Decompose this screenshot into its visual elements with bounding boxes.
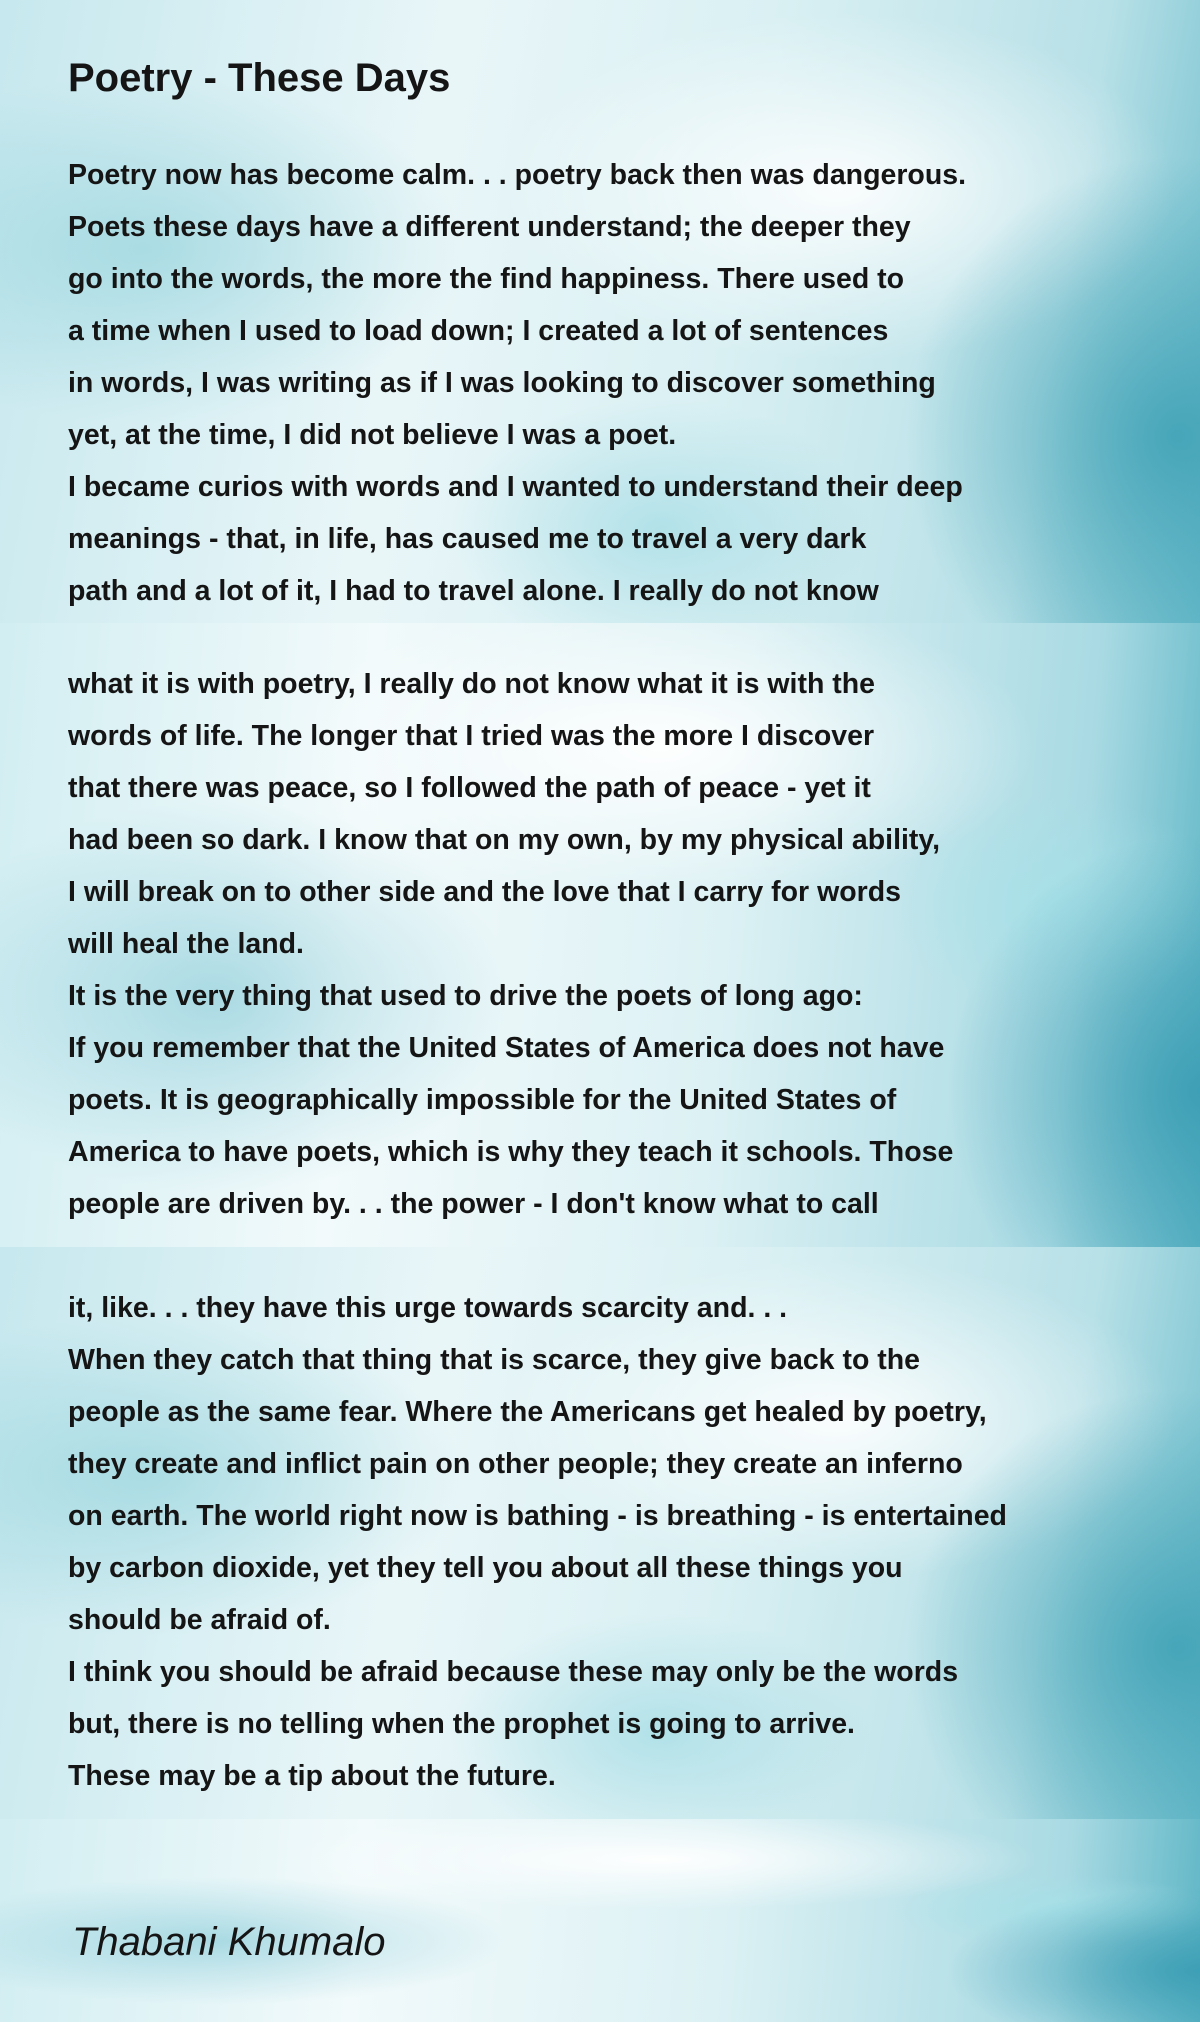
poem-line: people are driven by. . . the power - I don't know what to call bbox=[68, 1188, 879, 1220]
poem-line: on earth. The world right now is bathing - is breathing - is entertained bbox=[68, 1500, 1007, 1532]
poem-line: It is the very thing that used to drive the poets of long ago: bbox=[68, 980, 863, 1012]
poem-line: Poetry now has become calm. . . poetry back then was dangerous. bbox=[68, 159, 967, 191]
poem-line: should be afraid of. bbox=[68, 1604, 331, 1636]
poem-line: words of life. The longer that I tried was the more I discover bbox=[68, 720, 875, 752]
poem-title: Poetry - These Days bbox=[68, 56, 451, 100]
poem-line: it, like. . . they have this urge towards scarcity and. . . bbox=[68, 1292, 788, 1324]
poem-line: I think you should be afraid because these may only be the words bbox=[68, 1656, 959, 1688]
poem-line: will heal the land. bbox=[68, 928, 304, 960]
poem-line: they create and inflict pain on other people; they create an inferno bbox=[68, 1448, 963, 1480]
poem-stanza-3 bbox=[68, 1282, 1168, 1802]
poem-panel-3 bbox=[0, 1247, 1200, 1819]
poem-line: people as the same fear. Where the Americans get healed by poetry, bbox=[68, 1396, 987, 1428]
poem-line: what it is with poetry, I really do not know what it is with the bbox=[68, 668, 876, 700]
poem-line: yet, at the time, I did not believe I was a poet. bbox=[68, 419, 677, 451]
poem-author: Thabani Khumalo bbox=[72, 1920, 386, 1964]
poem-line: I became curios with words and I wanted to understand their deep bbox=[68, 471, 963, 503]
poem-stanza-2 bbox=[68, 658, 1168, 1230]
poem-line: Poets these days have a different understand; the deeper they bbox=[68, 211, 911, 243]
poem-line: If you remember that the United States of America does not have bbox=[68, 1032, 945, 1064]
poem-line: When they catch that thing that is scarce, they give back to the bbox=[68, 1344, 921, 1376]
poem-line: go into the words, the more the find happiness. There used to bbox=[68, 263, 905, 295]
poem-line: had been so dark. I know that on my own, by my physical ability, bbox=[68, 824, 941, 856]
poem-line: path and a lot of it, I had to travel alone. I really do not know bbox=[68, 575, 879, 607]
poem-line: but, there is no telling when the prophet is going to arrive. bbox=[68, 1708, 855, 1740]
poem-line: These may be a tip about the future. bbox=[68, 1760, 556, 1792]
poem-line: by carbon dioxide, yet they tell you about all these things you bbox=[68, 1552, 903, 1584]
poem-line: in words, I was writing as if I was looking to discover something bbox=[68, 367, 936, 399]
poem-line: a time when I used to load down; I created a lot of sentences bbox=[68, 315, 889, 347]
poem-line: I will break on to other side and the love that I carry for words bbox=[68, 876, 901, 908]
poem-panel-1 bbox=[0, 0, 1200, 623]
poem-line: meanings - that, in life, has caused me to travel a very dark bbox=[68, 523, 867, 555]
poem-line: that there was peace, so I followed the path of peace - yet it bbox=[68, 772, 871, 804]
poem-stanza-1 bbox=[68, 149, 1168, 617]
poem-line: America to have poets, which is why they teach it schools. Those bbox=[68, 1136, 954, 1168]
author-panel bbox=[0, 1819, 1200, 2022]
poem-line: poets. It is geographically impossible for the United States of bbox=[68, 1084, 897, 1116]
poem-panel-2 bbox=[0, 623, 1200, 1247]
